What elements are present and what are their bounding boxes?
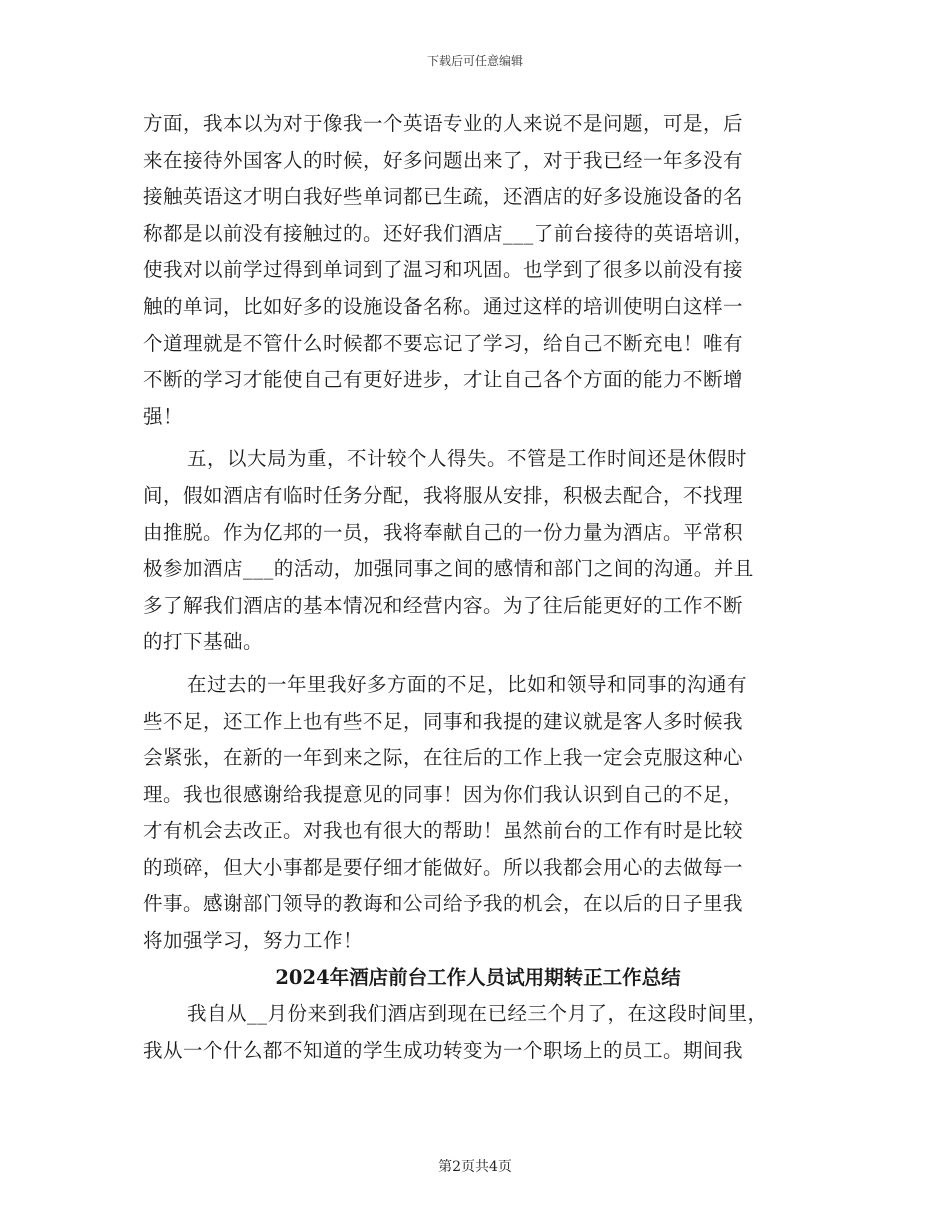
page-footer: 第2页共4页 <box>438 1159 512 1175</box>
section-title: 2024年酒店前台工作人员试用期转正工作总结 <box>275 965 681 989</box>
text-line: 会紧张，在新的一年到来之际，在往后的工作上我一定会克服这种心 <box>143 746 744 770</box>
text-line: 间，假如酒店有临时任务分配，我将服从安排，积极去配合，不找理 <box>143 483 744 507</box>
text-line: 的打下基础。 <box>143 630 264 654</box>
text-line: 来在接待外国客人的时候，好多问题出来了，对于我已经一年多没有 <box>143 148 744 172</box>
text-line: 极参加酒店___的活动，加强同事之间的感情和部门之间的沟通。并且 <box>143 557 754 581</box>
paragraph <box>143 996 807 1069</box>
text-line: 不断的学习才能使自己有更好进步，才让自己各个方面的能力不断增 <box>143 368 744 392</box>
text-line: 我从一个什么都不知道的学生成功转变为一个职场上的员工。期间我 <box>143 1038 744 1062</box>
text-line: 件事。感谢部门领导的教诲和公司给予我的机会，在以后的日子里我 <box>143 892 744 916</box>
text-line: 由推脱。作为亿邦的一员，我将奉献自己的一份力量为酒店。平常积 <box>143 520 744 544</box>
text-line: 才有机会去改正。对我也有很大的帮助！虽然前台的工作有时是比较 <box>143 819 744 843</box>
text-line: 将加强学习，努力工作！ <box>143 929 364 953</box>
paragraph <box>143 667 807 960</box>
text-line: 理。我也很感谢给我提意见的同事！因为你们我认识到自己的不足， <box>143 782 744 806</box>
page-header: 下载后可任意编辑 <box>426 54 523 68</box>
text-line: 五，以大局为重，不计较个人得失。不管是工作时间还是休假时 <box>187 447 748 471</box>
text-line: 个道理就是不管什么时候都不要忘记了学习，给自己不断充电！唯有 <box>143 331 744 355</box>
text-line: 多了解我们酒店的基本情况和经营内容。为了往后能更好的工作不断 <box>143 593 744 617</box>
text-line: 强！ <box>143 404 184 428</box>
text-line: 称都是以前没有接触过的。还好我们酒店___了前台接待的英语培训， <box>143 221 754 245</box>
document-body <box>143 106 807 1069</box>
text-line: 方面，我本以为对于像我一个英语专业的人来说不是问题，可是，后 <box>143 112 744 135</box>
text-line: 接触英语这才明白我好些单词都已生疏，还酒店的好多设施设备的名 <box>143 185 744 209</box>
text-line: 的琐碎，但大小事都是要仔细才能做好。所以我都会用心的去做每一 <box>143 855 744 879</box>
text-line: 些不足，还工作上也有些不足，同事和我提的建议就是客人多时候我 <box>143 709 744 733</box>
text-line: 使我对以前学过得到单词到了温习和巩固。也学到了很多以前没有接 <box>143 258 744 282</box>
paragraph <box>143 106 807 435</box>
text-line: 触的单词，比如好多的设施设备名称。通过这样的培训使明白这样一 <box>143 294 744 318</box>
paragraph <box>143 441 807 661</box>
text-line: 我自从__月份来到我们酒店到现在已经三个月了，在这段时间里， <box>187 1002 768 1026</box>
text-line: 在过去的一年里我好多方面的不足，比如和领导和同事的沟通有 <box>187 672 748 696</box>
